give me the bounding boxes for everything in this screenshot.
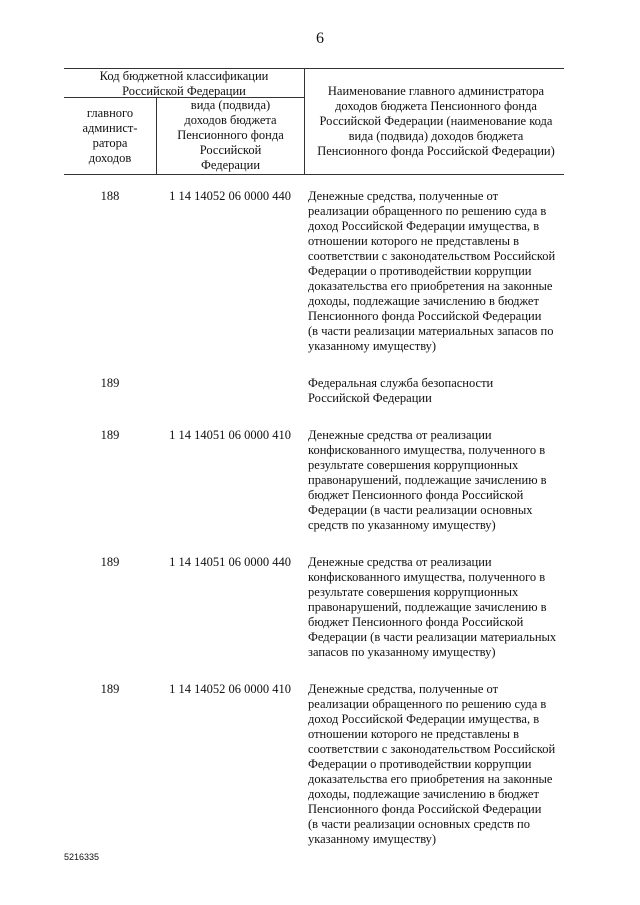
revenue-name-cell: Денежные средства от реализации конфискованного имущества, полученного в результате совершения коррупционных правонарушений, подлежащие зачислению в бюджет Пенсионного фонда Российской Федерации (в части реализации основных средств по указанному имуществу) [308,428,547,532]
header-col-code: вида (подвида) доходов бюджета Пенсионного фонда Российской Федерации [177,98,284,172]
revenue-code-cell: 1 14 14052 06 0000 410 [169,682,291,696]
revenue-name-cell: Денежные средства от реализации конфискованного имущества, полученного в результате совершения коррупционных правонарушений, подлежащие зачислению в бюджет Пенсионного фонда Российской Федерации (в части реализации материальных запасов по указанному имуществу) [308,555,557,659]
revenue-code-cell: 1 14 14051 06 0000 410 [169,428,291,442]
admin-code-cell: 189 [100,376,120,390]
table-row [64,376,564,406]
page-number: 6 [316,30,324,47]
table-row [64,428,564,533]
header-bottom-rule [64,174,564,175]
admin-code-cell: 189 [100,682,120,696]
revenue-code-cell: 1 14 14051 06 0000 440 [169,555,291,569]
header-group-title: Код бюджетной классификации Российской Федерации [99,69,269,98]
table-header [64,68,564,175]
header-col-name: Наименование главного администратора доходов бюджета Пенсионного фонда Российской Федерации (наименование кода вида (подвида) доходов бюджета Пенсионного фонда Российской Федерации) [317,84,555,158]
admin-code-cell: 189 [100,428,120,442]
table-row [64,189,564,354]
header-divider-code-name [304,68,305,174]
table-row [64,555,564,660]
table-row [64,682,564,847]
document-code: 5216335 [64,852,100,862]
admin-code-cell: 188 [100,189,120,203]
header-col-admin: главного админист- ратора доходов [82,106,138,165]
revenue-name-cell: Денежные средства, полученные от реализации обращенного по решению суда в доход Российской Федерации имущества, в отношении которого не представлены в соответствии с законодательством Российской Федерации о противодействии коррупции доказательства его приобретения на законные доходы, подлежащие зачислению в бюджет Пенсионного фонда Российской Федерации (в части реализации основных средств по указанному имуществу) [308,682,556,846]
revenue-name-cell: Федеральная служба безопасности Российской Федерации [308,376,494,405]
table-body [64,189,564,869]
admin-code-cell: 189 [100,555,120,569]
revenue-code-cell: 1 14 14052 06 0000 440 [169,189,291,203]
revenue-name-cell: Денежные средства, полученные от реализации обращенного по решению суда в доход Российской Федерации имущества, в отношении которого не представлены в соответствии с законодательством Российской Федерации о противодействии коррупции доказательства его приобретения на законные доходы, подлежащие зачислению в бюджет Пенсионного фонда Российской Федерации (в части реализации материальных запасов по указанному имуществу) [308,189,556,353]
